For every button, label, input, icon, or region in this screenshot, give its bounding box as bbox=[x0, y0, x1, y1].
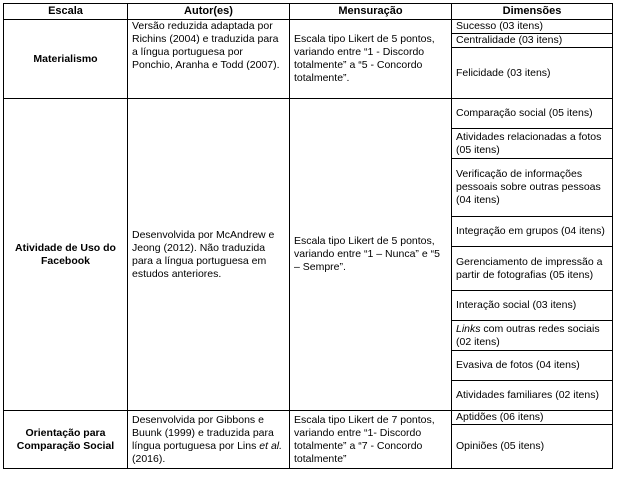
table-row bbox=[4, 99, 613, 129]
dimensao-item: Atividades familiares (02 itens) bbox=[452, 381, 613, 411]
dimensao-item: Centralidade (03 itens) bbox=[452, 34, 613, 48]
scales-table bbox=[3, 3, 613, 469]
escala-materialismo: Materialismo bbox=[4, 20, 128, 99]
header-mensuracao: Mensuração bbox=[290, 4, 452, 20]
table-row bbox=[4, 20, 613, 34]
mensuracao-materialismo: Escala tipo Likert de 5 pontos, variando entre “1 - Discordo totalmente” a “5 - Concordo totalmente”. bbox=[290, 20, 452, 99]
autor-orientacao-pre: Desenvolvida por Gibbons e Buunk (1999) e traduzida para língua portuguesa por Lins bbox=[132, 413, 274, 452]
dimensao-item: Opiniões (05 itens) bbox=[452, 425, 613, 469]
autor-orientacao-em: et al. bbox=[259, 439, 283, 452]
autor-orientacao bbox=[128, 411, 290, 469]
header-dimensoes: Dimensões bbox=[452, 4, 613, 20]
mensuracao-facebook: Escala tipo Likert de 5 pontos, variando entre “1 – Nunca” e “5 – Sempre”. bbox=[290, 99, 452, 411]
dimensao-item: Sucesso (03 itens) bbox=[452, 20, 613, 34]
dimensao-item: Felicidade (03 itens) bbox=[452, 48, 613, 99]
header-autor: Autor(es) bbox=[128, 4, 290, 20]
header-row bbox=[4, 4, 613, 20]
autor-facebook: Desenvolvida por McAndrew e Jeong (2012). Não traduzida para a língua portuguesa em estudos anteriores. bbox=[128, 99, 290, 411]
dimensao-item: Aptidões (06 itens) bbox=[452, 411, 613, 425]
mensuracao-orientacao: Escala tipo Likert de 7 pontos, variando entre “1- Discordo totalmente” a “7 - Concordo totalmente” bbox=[290, 411, 452, 469]
dimensao-item: Verificação de informações pessoais sobre outras pessoas (04 itens) bbox=[452, 159, 613, 217]
dimensao-item: Interação social (03 itens) bbox=[452, 291, 613, 321]
dimensao-item: Comparação social (05 itens) bbox=[452, 99, 613, 129]
links-rest: com outras redes sociais (02 itens) bbox=[456, 322, 600, 348]
links-emphasis: Links bbox=[456, 322, 481, 335]
dimensao-item: Evasiva de fotos (04 itens) bbox=[452, 351, 613, 381]
dimensao-item: Atividades relacionadas a fotos (05 itens) bbox=[452, 129, 613, 159]
dimensao-item: Integração em grupos (04 itens) bbox=[452, 217, 613, 247]
autor-materialismo: Versão reduzida adaptada por Richins (2004) e traduzida para a língua portuguesa por Ponchio, Aranha e Todd (2007). bbox=[128, 20, 290, 99]
table-row bbox=[4, 411, 613, 425]
escala-facebook: Atividade de Uso do Facebook bbox=[4, 99, 128, 411]
dimensao-item: Gerenciamento de impressão a partir de fotografias (05 itens) bbox=[452, 247, 613, 291]
autor-orientacao-post: (2016). bbox=[132, 452, 166, 465]
dimensao-item-links bbox=[452, 321, 613, 351]
escala-orientacao: Orientação para Comparação Social bbox=[4, 411, 128, 469]
header-escala: Escala bbox=[4, 4, 128, 20]
